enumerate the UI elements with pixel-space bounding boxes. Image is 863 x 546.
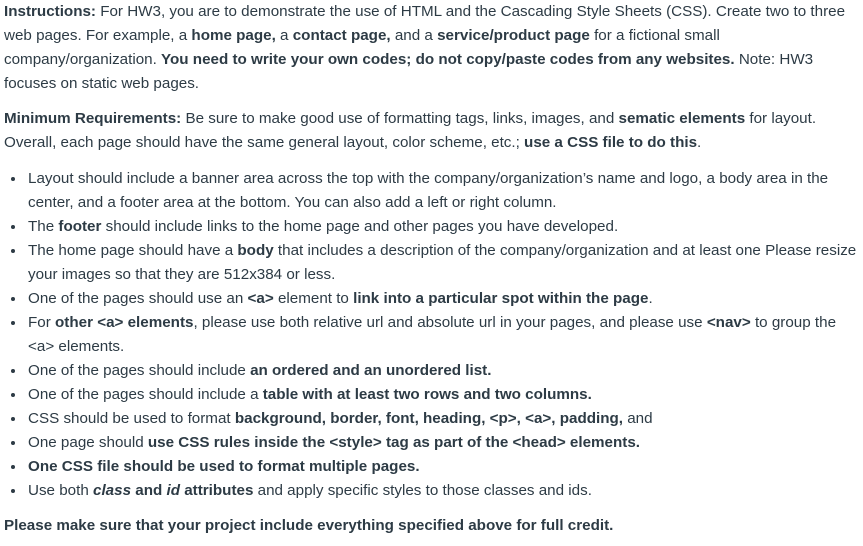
list-item-emphasis: and — [131, 482, 167, 499]
list-item — [28, 455, 859, 479]
requirements-paragraph — [4, 107, 859, 155]
list-item-text: One of the pages should use an — [28, 290, 248, 307]
list-item-text: and — [623, 410, 653, 427]
list-item-text: . — [648, 290, 653, 307]
list-item — [28, 431, 859, 455]
final-note: Please make sure that your project include everything specified above for full credit. — [4, 517, 614, 534]
list-item-emphasis: attributes — [179, 482, 254, 499]
list-item-text: and apply specific styles to those classes and ids. — [253, 482, 592, 499]
service-page-emphasis: service/product page — [437, 27, 590, 44]
list-item — [28, 287, 859, 311]
requirements-text: Be sure to make good use of formatting tags, links, images, and — [181, 110, 619, 127]
instructions-label: Instructions: — [4, 3, 96, 20]
list-item-emphasis: use CSS rules inside the <style> tag as part of the <head> elements. — [147, 434, 640, 451]
list-item-text: Layout should include a banner area across the top with the company/organization’s name and logo, a body area in the center, and a footer area at the bottom. You can also add a left or right column. — [28, 170, 829, 211]
list-item — [28, 215, 859, 239]
instructions-paragraph — [4, 0, 859, 96]
list-item-text: One page should — [28, 434, 148, 451]
semantic-elements-emphasis: sematic elements — [618, 110, 746, 127]
list-item-text: The home page should have a — [28, 242, 238, 259]
list-item-emphasis: id — [166, 482, 180, 499]
list-item-text: to group the <a> elements. — [28, 314, 837, 355]
list-item — [28, 359, 859, 383]
list-item — [28, 479, 859, 503]
css-file-emphasis: use a CSS file to do this — [524, 134, 698, 151]
list-item-text: The — [28, 218, 59, 235]
list-item — [28, 311, 859, 359]
list-item-text: CSS should be used to format — [28, 410, 235, 427]
list-item-text: Use both — [28, 482, 94, 499]
list-item-text: should include links to the home page and other pages you have developed. — [101, 218, 619, 235]
list-item-text: For — [28, 314, 56, 331]
instructions-text: For HW3, you are to demonstrate the use of HTML and the Cascading Style Sheets (CSS). Create two to three web pages. For example, a — [4, 3, 846, 44]
list-item — [28, 407, 859, 431]
list-item-text: One of the pages should include a — [28, 386, 263, 403]
instructions-text: Note: HW3 focuses on static web pages. — [4, 51, 814, 92]
home-page-emphasis: home page, — [191, 27, 276, 44]
list-item-emphasis: class — [93, 482, 132, 499]
list-item-emphasis: other <a> elements — [55, 314, 194, 331]
list-item-emphasis: background, border, font, heading, <p>, <a>, padding, — [234, 410, 624, 427]
list-item-emphasis: table with at least two rows and two columns. — [262, 386, 592, 403]
instructions-text: for a fictional small company/organization. — [4, 27, 720, 68]
list-item-emphasis: <nav> — [706, 314, 751, 331]
list-item-text: One of the pages should include — [28, 362, 251, 379]
requirements-list — [4, 167, 859, 503]
list-item-text: , please use both relative url and absolute url in your pages, and please use — [193, 314, 707, 331]
list-item — [28, 383, 859, 407]
list-item-emphasis: <a> — [247, 290, 274, 307]
list-item-emphasis: body — [237, 242, 274, 259]
list-item-text: element to — [273, 290, 354, 307]
instructions-text: a — [275, 27, 293, 44]
list-item — [28, 239, 859, 287]
list-item-emphasis: link into a particular spot within the page — [353, 290, 649, 307]
requirements-text: . — [697, 134, 702, 151]
requirements-label: Minimum Requirements: — [4, 110, 182, 127]
own-code-emphasis: You need to write your own codes; do not copy/paste codes from any websites. — [161, 51, 735, 68]
instructions-text: and a — [390, 27, 438, 44]
list-item-emphasis: an ordered and an unordered list. — [250, 362, 492, 379]
list-item-emphasis: One CSS file should be used to format multiple pages. — [28, 458, 420, 475]
list-item-text: that includes a description of the company/organization and at least one Please resize your images so that they are 512x384 or less. — [28, 242, 857, 283]
contact-page-emphasis: contact page, — [292, 27, 391, 44]
list-item-emphasis: footer — [58, 218, 102, 235]
list-item — [28, 167, 859, 215]
requirements-text: for layout. Overall, each page should have the same general layout, color scheme, etc.; — [4, 110, 817, 151]
